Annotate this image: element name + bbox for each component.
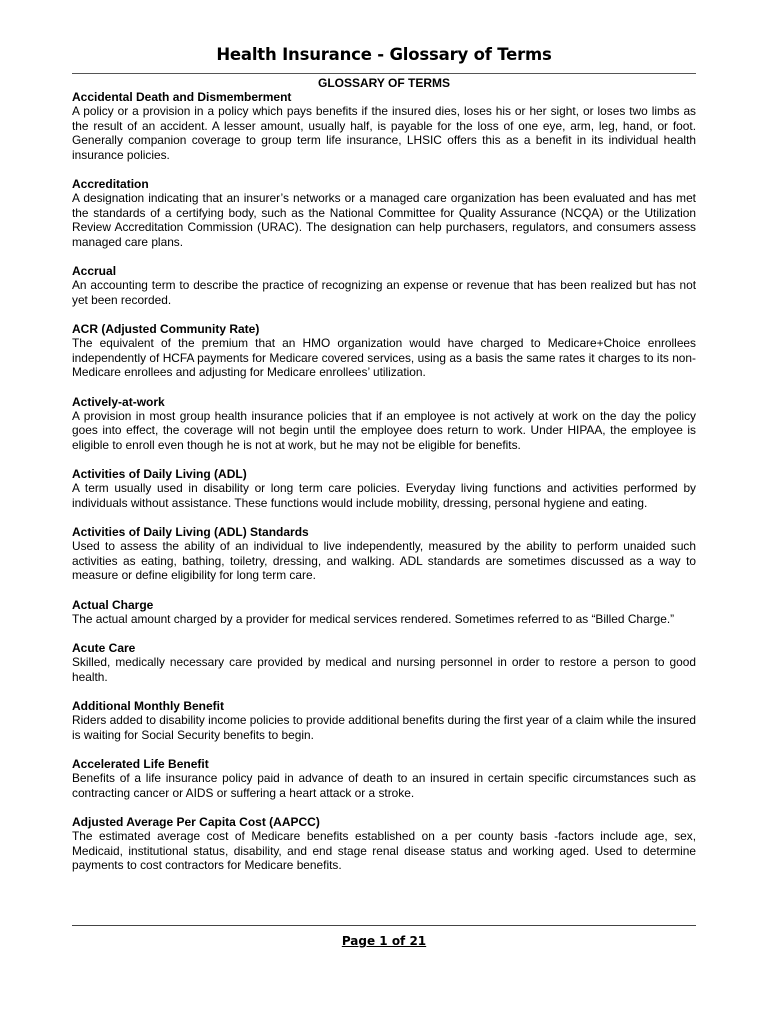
section-heading: GLOSSARY OF TERMS — [317, 76, 450, 90]
glossary-term: Actual Charge — [72, 597, 154, 612]
glossary-definition: Benefits of a life insurance policy paid in advance of death to an insured in certain specific circumstances such as contracting cancer or AIDS or suffering a heart attack or a stroke. — [72, 771, 696, 800]
glossary-entry — [72, 815, 696, 873]
glossary-definition: The equivalent of the premium that an HMO organization would have charged to Medicare+Choice enrollees independently of HCFA payments for Medicare covered services, using as a basis the same rates it charges to its non-Medicare enrollees and adjusting for Medicare enrollees’ utilization. — [72, 336, 696, 379]
glossary-entry — [72, 699, 696, 742]
page-number: Page 1 of 21 — [341, 934, 427, 948]
glossary-entry — [72, 757, 696, 800]
glossary-definition: Used to assess the ability of an individual to live independently, measured by the ability to perform unaided such activities as eating, bathing, toiletry, dressing, and walking. ADL standards are sometimes discussed as a way to measure or define eligibility for long term care. — [72, 539, 696, 582]
glossary-term: ACR (Adjusted Community Rate) — [72, 322, 260, 336]
glossary-definition: An accounting term to describe the practice of recognizing an expense or revenue that has been realized but has not yet been recorded. — [72, 278, 696, 307]
glossary-definition: The actual amount charged by a provider for medical services rendered. Sometimes referred to as “Billed Charge.” — [72, 611, 675, 626]
glossary-entry — [72, 90, 696, 162]
glossary-entry — [72, 177, 696, 249]
header-rule — [72, 73, 696, 74]
glossary-term: Acute Care — [72, 641, 136, 655]
glossary-term: Additional Monthly Benefit — [72, 699, 224, 713]
glossary-entries — [72, 90, 696, 888]
glossary-entry — [72, 525, 696, 583]
glossary-entry — [72, 322, 696, 380]
document-page — [72, 0, 696, 1024]
glossary-definition: Riders added to disability income policies to provide additional benefits during the first year of a claim while the insured is waiting for Social Security benefits to begin. — [72, 713, 696, 742]
glossary-term: Actively-at-work — [72, 394, 165, 409]
glossary-definition: Skilled, medically necessary care provided by medical and nursing personnel in order to restore a person to good health. — [72, 655, 696, 684]
glossary-term: Accreditation — [72, 177, 149, 191]
glossary-entry — [72, 467, 696, 510]
glossary-definition: The estimated average cost of Medicare benefits established on a per county basis -factors include age, sex, Medicaid, institutional status, disability, and end stage renal disease status and working aged. Used to determine payments to cost contractors for Medicare benefits. — [72, 829, 696, 872]
glossary-definition: A provision in most group health insurance policies that if an employee is not actively at work on the day the policy goes into effect, the coverage will not begin until the employee does return to work. Under HIPAA, the employee is eligible to enroll even though he is not at work, but he may not be eligible for benefits. — [72, 408, 696, 452]
footer-rule — [72, 925, 696, 926]
glossary-term: Activities of Daily Living (ADL) Standards — [72, 525, 309, 539]
glossary-term: Accrual — [72, 264, 117, 278]
glossary-term: Accelerated Life Benefit — [72, 757, 209, 771]
glossary-entry — [72, 395, 696, 453]
glossary-entry — [72, 641, 696, 684]
glossary-definition: A policy or a provision in a policy which pays benefits if the insured dies, loses his or her sight, or loses two limbs as the result of an accident. A lesser amount, usually half, is payable for the loss of one eye, arm, leg, hand, or foot. Generally companion coverage to group term life insurance, LHSIC offers this as a benefit in its individual health insurance policies. — [72, 104, 696, 162]
glossary-definition: A designation indicating that an insurer’s networks or a managed care organization has been evaluated and has met the standards of a certifying body, such as the National Committee for Quality Assurance (NCQA) or the Utilization Review Accreditation Commission (URAC). The designation can help purchasers, regulators, and consumers assess managed care plans. — [72, 191, 696, 249]
glossary-term: Accidental Death and Dismemberment — [72, 90, 292, 104]
glossary-definition: A term usually used in disability or long term care policies. Everyday living functions and activities performed by individuals without assistance. These functions would include mobility, dressing, personal hygiene and eating. — [72, 481, 696, 510]
document-title: Health Insurance - Glossary of Terms — [216, 45, 552, 64]
glossary-entry — [72, 264, 696, 307]
glossary-entry — [72, 598, 696, 627]
glossary-term: Adjusted Average Per Capita Cost (AAPCC) — [72, 815, 320, 829]
glossary-term: Activities of Daily Living (ADL) — [72, 467, 247, 481]
